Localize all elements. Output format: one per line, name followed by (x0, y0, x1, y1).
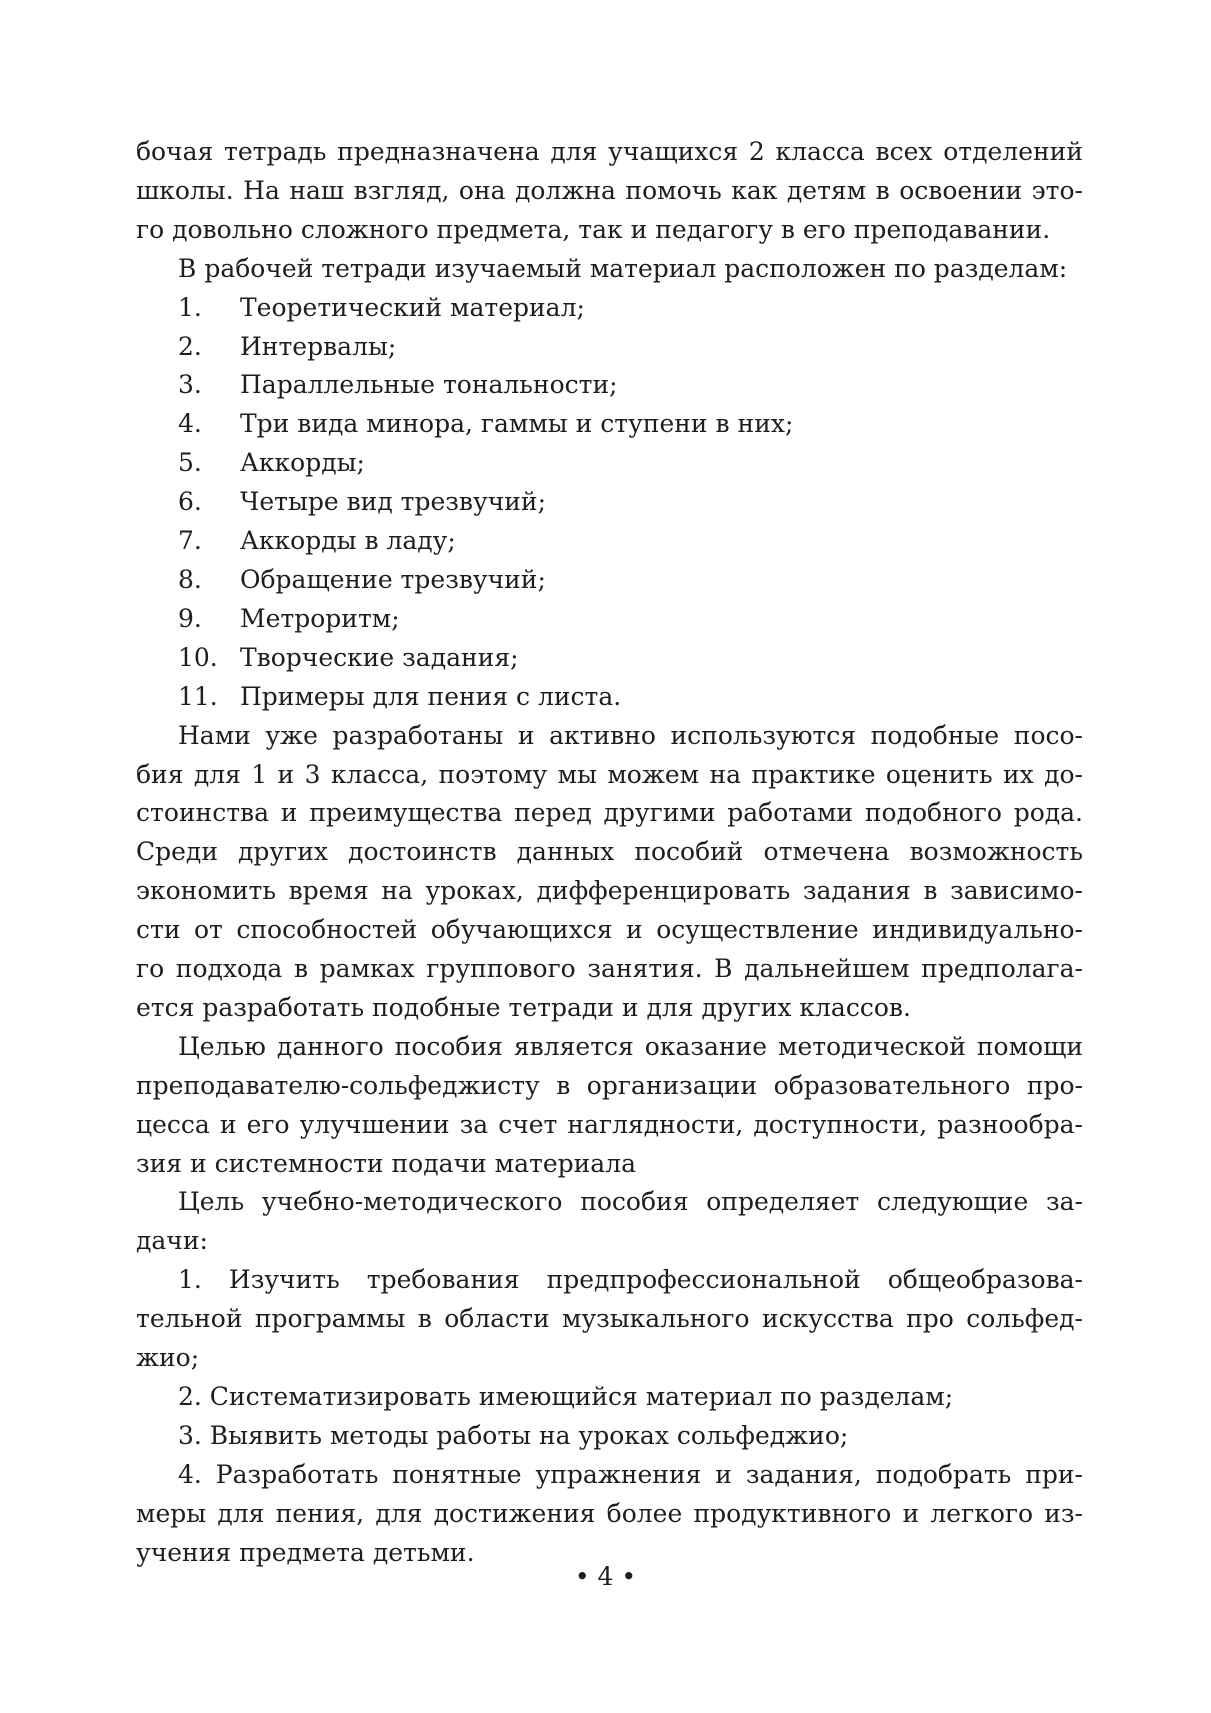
text-line: Среди других достоинств данных пособий отмечена возможность (136, 837, 1083, 867)
list-item (136, 483, 1083, 522)
task-4 (136, 1456, 1083, 1573)
list-text: Обращение трезвучий; (240, 564, 546, 594)
list-text: Аккорды; (240, 448, 365, 478)
list-text: Интервалы; (240, 331, 397, 361)
list-number: 2. (178, 331, 202, 361)
paragraph-tasks (136, 1183, 1083, 1261)
page-number: • 4 • (574, 1562, 637, 1591)
text-line: меры для пения, для достижения более продуктивного и легкого из- (136, 1498, 1083, 1528)
page-body (136, 133, 1083, 1573)
list-text: Творческие задания; (240, 642, 519, 672)
text-line: 4. Разработать понятные упражнения и задания, подобрать при- (178, 1459, 1083, 1489)
text-line: тельной программы в области музыкального искусства про сольфед- (136, 1304, 1083, 1334)
list-text: Три вида минора, гаммы и ступени в них; (240, 409, 794, 439)
list-text: Теоретический материал; (240, 292, 585, 322)
sections-intro: В рабочей тетради изучаемый материал расположен по разделам: (178, 253, 1068, 283)
task-3: 3. Выявить методы работы на уроках сольфеджио; (178, 1420, 849, 1450)
text-line: Цель учебно-методического пособия определяет следующие за- (178, 1187, 1083, 1217)
paragraph-goal (136, 1028, 1083, 1184)
list-text: Параллельные тональности; (240, 370, 618, 400)
list-text: Четыре вид трезвучий; (240, 487, 546, 517)
list-number: 10. (178, 642, 218, 672)
text-line: зия и системности подачи материала (136, 1148, 636, 1178)
list-number: 9. (178, 603, 202, 633)
text-line: бочая тетрадь предназначена для учащихся 2 класса всех отделений (136, 137, 1083, 166)
text-line: преподавателю-сольфеджисту в организации образовательного про- (136, 1070, 1083, 1100)
paragraph-experience (136, 717, 1083, 1028)
text-line: го подхода в рамках группового занятия. В дальнейшем предполага- (136, 954, 1083, 984)
list-item (136, 444, 1083, 483)
list-number: 3. (178, 370, 202, 400)
text-line: экономить время на уроках, дифференцировать задания в зависимо- (136, 876, 1083, 906)
list-item (136, 366, 1083, 405)
text-line: сти от способностей обучающихся и осуществление индивидуально- (136, 915, 1083, 945)
list-number: 1. (178, 292, 202, 322)
list-text: Примеры для пения с листа. (240, 681, 622, 711)
list-item (136, 639, 1083, 678)
list-text: Метроритм; (240, 603, 400, 633)
text-line: 1. Изучить требования предпрофессиональной общеобразова- (178, 1265, 1083, 1295)
list-item (136, 561, 1083, 600)
list-number: 11. (178, 681, 218, 711)
text-line: ется разработать подобные тетради и для других классов. (136, 992, 911, 1022)
list-number: 5. (178, 448, 202, 478)
text-line: бия для 1 и 3 класса, поэтому мы можем на практике оценить их до- (136, 759, 1083, 789)
list-item (136, 405, 1083, 444)
list-item (136, 678, 1083, 717)
text-line: школы. На наш взгляд, она должна помочь как детям в освоении это- (136, 175, 1083, 205)
list-text: Аккорды в ладу; (240, 526, 456, 556)
text-line: Целью данного пособия является оказание методической помощи (178, 1031, 1083, 1061)
task-1 (136, 1261, 1083, 1378)
list-number: 6. (178, 487, 202, 517)
sections-list (136, 289, 1083, 717)
text-line: дачи: (136, 1226, 208, 1256)
text-line: Нами уже разработаны и активно используются подобные посо- (178, 720, 1083, 750)
list-number: 8. (178, 564, 202, 594)
list-number: 7. (178, 526, 202, 556)
text-line: учения предмета детьми. (136, 1537, 475, 1567)
list-item (136, 522, 1083, 561)
list-item (136, 600, 1083, 639)
text-line: го довольно сложного предмета, так и педагогу в его преподавании. (136, 214, 1051, 244)
list-number: 4. (178, 409, 202, 439)
list-item (136, 328, 1083, 367)
text-line: жио; (136, 1343, 200, 1373)
task-2: 2. Систематизировать имеющийся материал по разделам; (178, 1382, 954, 1411)
text-line: цесса и его улучшении за счет наглядности, доступности, разнообра- (136, 1109, 1083, 1139)
list-item (136, 289, 1083, 328)
text-line: стоинства и преимущества перед другими работами подобного рода. (136, 798, 1083, 828)
